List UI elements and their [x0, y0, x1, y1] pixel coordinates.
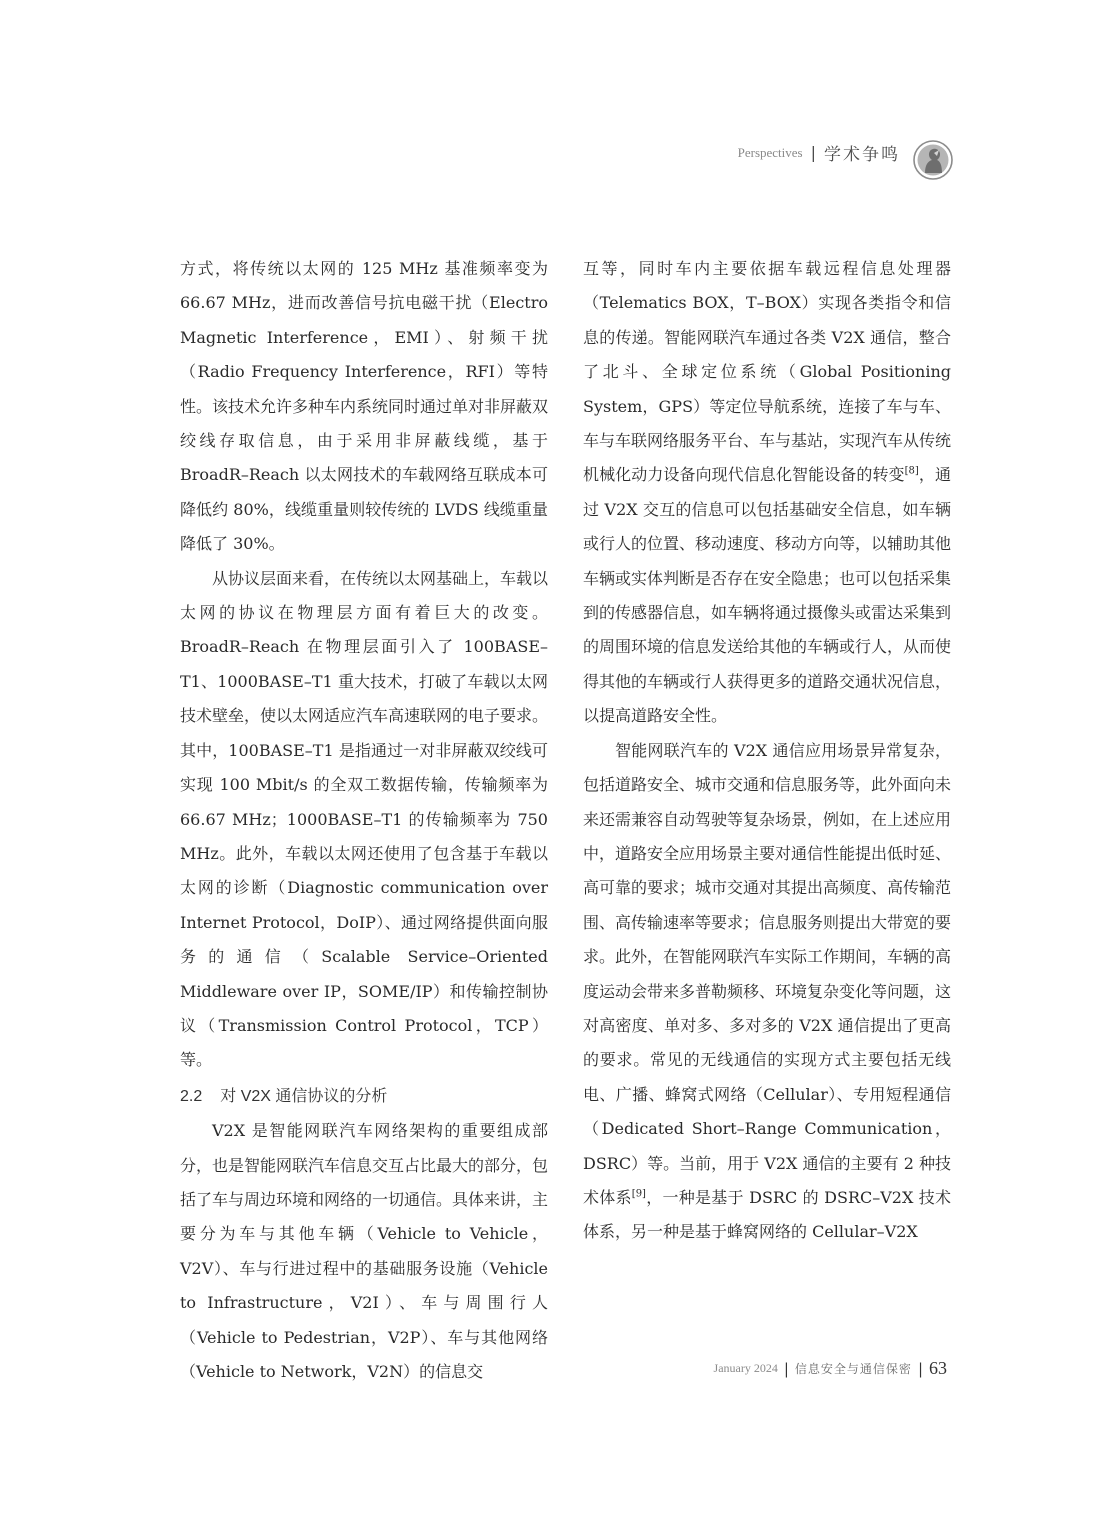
section-number: 2.2: [180, 1087, 203, 1105]
paragraph-text: 智能网联汽车的 V2X 通信应用场景异常复杂，包括道路安全、城市交通和信息服务等，此外面向未来还需兼容自动驾驶等复杂场景，例如，在上述应用中，道路安全应用场景主要对通信性能提出低时延、高可靠的要求；城市交通对其提出高频度、高传输范围、高传输速率等要求；信息服务则提出大带宽的要求。此外，在智能网联汽车实际工作期间，车辆的高度运动会带来多普勒频移、环境复杂变化等问题，这对高密度、单对多、多对多的 V2X 通信提出了更高的要求。常见的无线通信的实现方式主要包括无线电、广播、蜂窝式网络（Cellular）、专用短程通信（Dedicated Short–Range Communication，DSRC）等。当前，用于 V2X 通信的主要有 2 种技术体系: [583, 740, 952, 1207]
citation-ref: [8]: [904, 466, 919, 478]
running-header: [738, 140, 900, 165]
footer-journal-title: 信息安全与通信保密: [794, 1362, 912, 1376]
paragraph: [583, 734, 951, 1250]
paragraph: [583, 252, 951, 734]
paragraph: V2X 是智能网联汽车网络架构的重要组成部分，也是智能网联汽车信息交互占比最大的部分，包括了车与周边环境和网络的一切通信。具体来讲，主要分为车与其他车辆（Vehicle to Vehicle，V2V）、车与行进过程中的基础服务设施（Vehicle to Infrastructure，V2I）、车与周围行人（Vehicle to Pedestrian，V2P）、车与其他网络（Vehicle to Network，V2N）的信息交: [180, 1121, 549, 1381]
running-footer: [714, 1358, 947, 1379]
footer-date: January 2024: [713, 1361, 778, 1375]
scholar-silhouette-icon: [912, 139, 954, 181]
paragraph-text: 互等，同时车内主要依据车载远程信息处理器（Telematics BOX，T–BOX）实现各类指令和信息的传递。智能网联汽车通过各类 V2X 通信，整合了北斗、全球定位系统（Global Positioning System，GPS）等定位导航系统，连接了车与车、车与车联网络服务平台、车与基站，实现汽车从传统机械化动力设备向现代信息化智能设备的转变: [583, 259, 952, 485]
header-journal-en: Perspectives: [737, 144, 803, 160]
footer-separator: |: [783, 1359, 789, 1378]
section-heading: [180, 1080, 548, 1114]
paragraph-text: ，通过 V2X 交互的信息可以包括基础安全信息，如车辆或行人的位置、移动速度、移动方向等，以辅助其他车辆或实体判断是否存在安全隐患；也可以包括采集到的传感器信息，如车辆将通过摄像头或雷达采集到的周围环境的信息发送给其他的车辆或行人，从而使得其他的车辆或行人获得更多的道路交通状况信息，以提高道路安全性。: [583, 465, 952, 726]
paragraph: 从协议层面来看，在传统以太网基础上，车载以太网的协议在物理层方面有着巨大的改变。BroadR–Reach 在物理层面引入了 100BASE–T1、1000BASE–T1 重大技术，打破了车载以太网技术壁垒，使以太网适应汽车高速联网的电子要求。其中，100BASE–T1 是指通过一对非屏蔽双绞线可实现 100 Mbit/s 的全双工数据传输，传输频率为 66.67 MHz；1000BASE–T1 的传输频率为 750 MHz。此外，车载以太网还使用了包含基于车载以太网的诊断（Diagnostic communication over Internet Protocol，DoIP）、通过网络提供面向服务的通信（Scalable Service–Oriented Middleware over IP，SOME/IP）和传输控制协议（Transmission Control Protocol，TCP）等。: [180, 568, 549, 1070]
section-title: 对 V2X 通信协议的分析: [220, 1087, 388, 1105]
header-separator: |: [810, 143, 816, 162]
header-section-title: 学术争鸣: [824, 145, 900, 165]
footer-separator: |: [917, 1359, 923, 1378]
right-column: [583, 252, 951, 1250]
paragraph: 方式，将传统以太网的 125 MHz 基准频率变为 66.67 MHz，进而改善信号抗电磁干扰（Electro Magnetic Interference，EMI）、射频干扰（Radio Frequency Interference，RFI）等特性。该技术允许多种车内系统同时通过单对非屏蔽双绞线存取信息，由于采用非屏蔽线缆，基于 BroadR–Reach 以太网技术的车载网络互联成本可降低约 80%，线缆重量则较传统的 LVDS 线缆重量降低了 30%。: [180, 259, 549, 554]
page-number: 63: [929, 1358, 947, 1378]
paragraph-text: ，一种是基于 DSRC 的 DSRC–V2X 技术体系，另一种是基于蜂窝网络的 Cellular–V2X: [583, 1187, 951, 1242]
citation-ref: [9]: [631, 1188, 646, 1200]
left-column: [180, 252, 548, 1389]
